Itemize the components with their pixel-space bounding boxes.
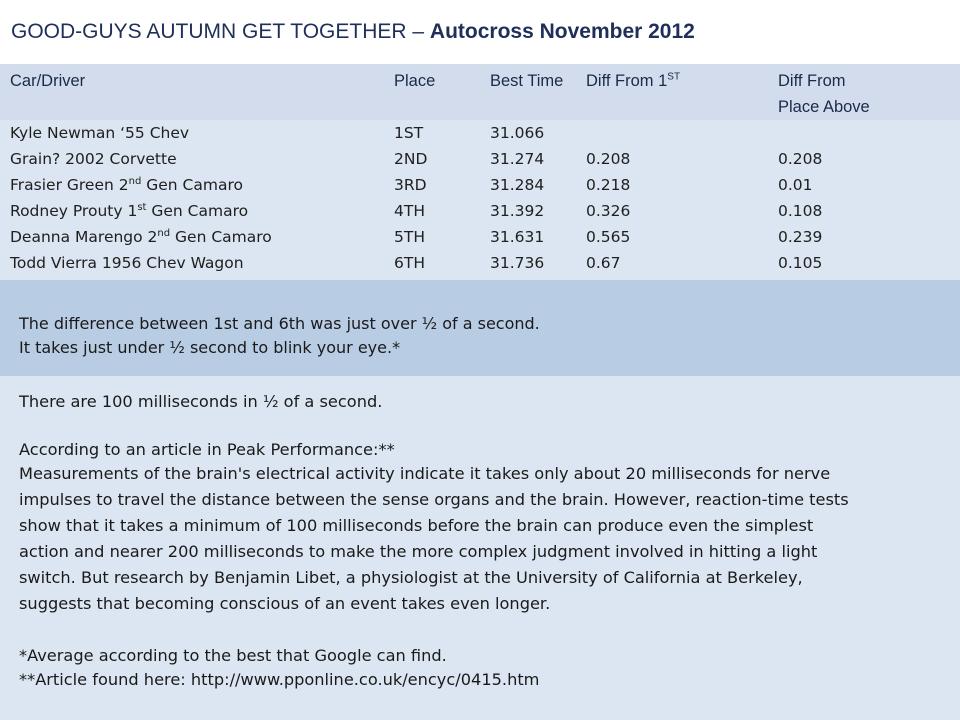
cell-place: 2ND	[394, 150, 428, 168]
milliseconds-note: There are 100 milliseconds in ½ of a second.	[19, 392, 383, 411]
cell-place: 5TH	[394, 228, 425, 246]
table-row	[0, 224, 960, 250]
cell-car-driver	[10, 250, 244, 276]
cell-diff-above: 0.239	[778, 228, 823, 246]
cell-diff-above: 0.208	[778, 150, 823, 168]
table-row	[0, 250, 960, 276]
header-car-driver: Car/Driver	[10, 72, 86, 90]
title-separator: –	[406, 20, 430, 43]
band-line-2: It takes just under ½ second to blink your eye.*	[19, 338, 401, 357]
cell-diff-first: 0.67	[586, 254, 621, 272]
cell-place: 1ST	[394, 124, 424, 142]
article-line: show that it takes a minimum of 100 milliseconds before the brain can produce even the simplest	[19, 516, 814, 535]
driver-sup: nd	[128, 175, 142, 187]
cell-car-driver	[10, 198, 248, 224]
driver-text: Todd Vierra 1956 Chev Wagon	[10, 254, 244, 272]
title-main: GOOD-GUYS AUTUMN GET TOGETHER	[11, 20, 407, 43]
header-place: Place	[394, 72, 436, 90]
cell-best-time: 31.736	[490, 254, 545, 272]
cell-diff-first: 0.208	[586, 150, 631, 168]
table-row	[0, 120, 960, 146]
article-line: Measurements of the brain's electrical activity indicate it takes only about 20 milliseconds for nerve	[19, 464, 831, 483]
driver-sup: nd	[157, 227, 171, 239]
driver-text-rest: Gen Camaro	[170, 228, 272, 246]
header-diff-first	[586, 68, 680, 94]
cell-car-driver	[10, 224, 272, 250]
cell-diff-first: 0.565	[586, 228, 631, 246]
header-diff-first-sup: ST	[667, 71, 681, 83]
driver-sup: st	[137, 201, 147, 213]
article-line: impulses to travel the distance between the sense organs and the brain. However, reaction-time tests	[19, 490, 849, 509]
driver-text: Kyle Newman ‘55 Chev	[10, 124, 190, 142]
cell-diff-above: 0.105	[778, 254, 823, 272]
cell-diff-first: 0.218	[586, 176, 631, 194]
table-row	[0, 198, 960, 224]
highlight-band	[0, 280, 960, 376]
article-line: action and nearer 200 milliseconds to make the more complex judgment involved in hitting a light	[19, 542, 818, 561]
header-diff-above-line2: Place Above	[778, 98, 870, 116]
cell-best-time: 31.392	[490, 202, 545, 220]
table-row	[0, 146, 960, 172]
header-diff-above-line1: Diff From	[778, 72, 846, 90]
driver-text-rest: Gen Camaro	[141, 176, 243, 194]
driver-text: Grain? 2002 Corvette	[10, 150, 177, 168]
cell-best-time: 31.066	[490, 124, 545, 142]
header-diff-first-text: Diff From 1	[586, 72, 668, 90]
header-best-time: Best Time	[490, 72, 564, 90]
cell-diff-above: 0.01	[778, 176, 813, 194]
driver-text-rest: Gen Camaro	[146, 202, 249, 220]
notes-section	[0, 376, 960, 720]
article-line: switch. But research by Benjamin Libet, a physiologist at the University of California at Berkeley,	[19, 568, 803, 587]
results-table	[0, 64, 960, 280]
driver-text: Rodney Prouty 1	[10, 202, 138, 220]
driver-text: Deanna Marengo 2	[10, 228, 158, 246]
article-intro: According to an article in Peak Performance:**	[19, 440, 395, 459]
cell-car-driver	[10, 120, 189, 146]
cell-car-driver	[10, 172, 243, 198]
article-line: suggests that becoming conscious of an event takes even longer.	[19, 594, 551, 613]
slide-title	[11, 20, 695, 44]
driver-text: Frasier Green 2	[10, 176, 129, 194]
cell-best-time: 31.274	[490, 150, 545, 168]
table-row	[0, 172, 960, 198]
cell-place: 3RD	[394, 176, 427, 194]
cell-car-driver	[10, 146, 177, 172]
cell-best-time: 31.284	[490, 176, 545, 194]
cell-place: 6TH	[394, 254, 425, 272]
cell-diff-first: 0.326	[586, 202, 631, 220]
table-header	[0, 64, 960, 120]
cell-best-time: 31.631	[490, 228, 545, 246]
title-subtitle: Autocross November 2012	[429, 20, 695, 43]
cell-diff-above: 0.108	[778, 202, 823, 220]
footnote-article-link: **Article found here: http://www.pponline.co.uk/encyc/0415.htm	[19, 670, 540, 689]
band-line-1: The difference between 1st and 6th was just over ½ of a second.	[19, 314, 540, 333]
footnote-average: *Average according to the best that Google can find.	[19, 646, 447, 665]
cell-place: 4TH	[394, 202, 425, 220]
